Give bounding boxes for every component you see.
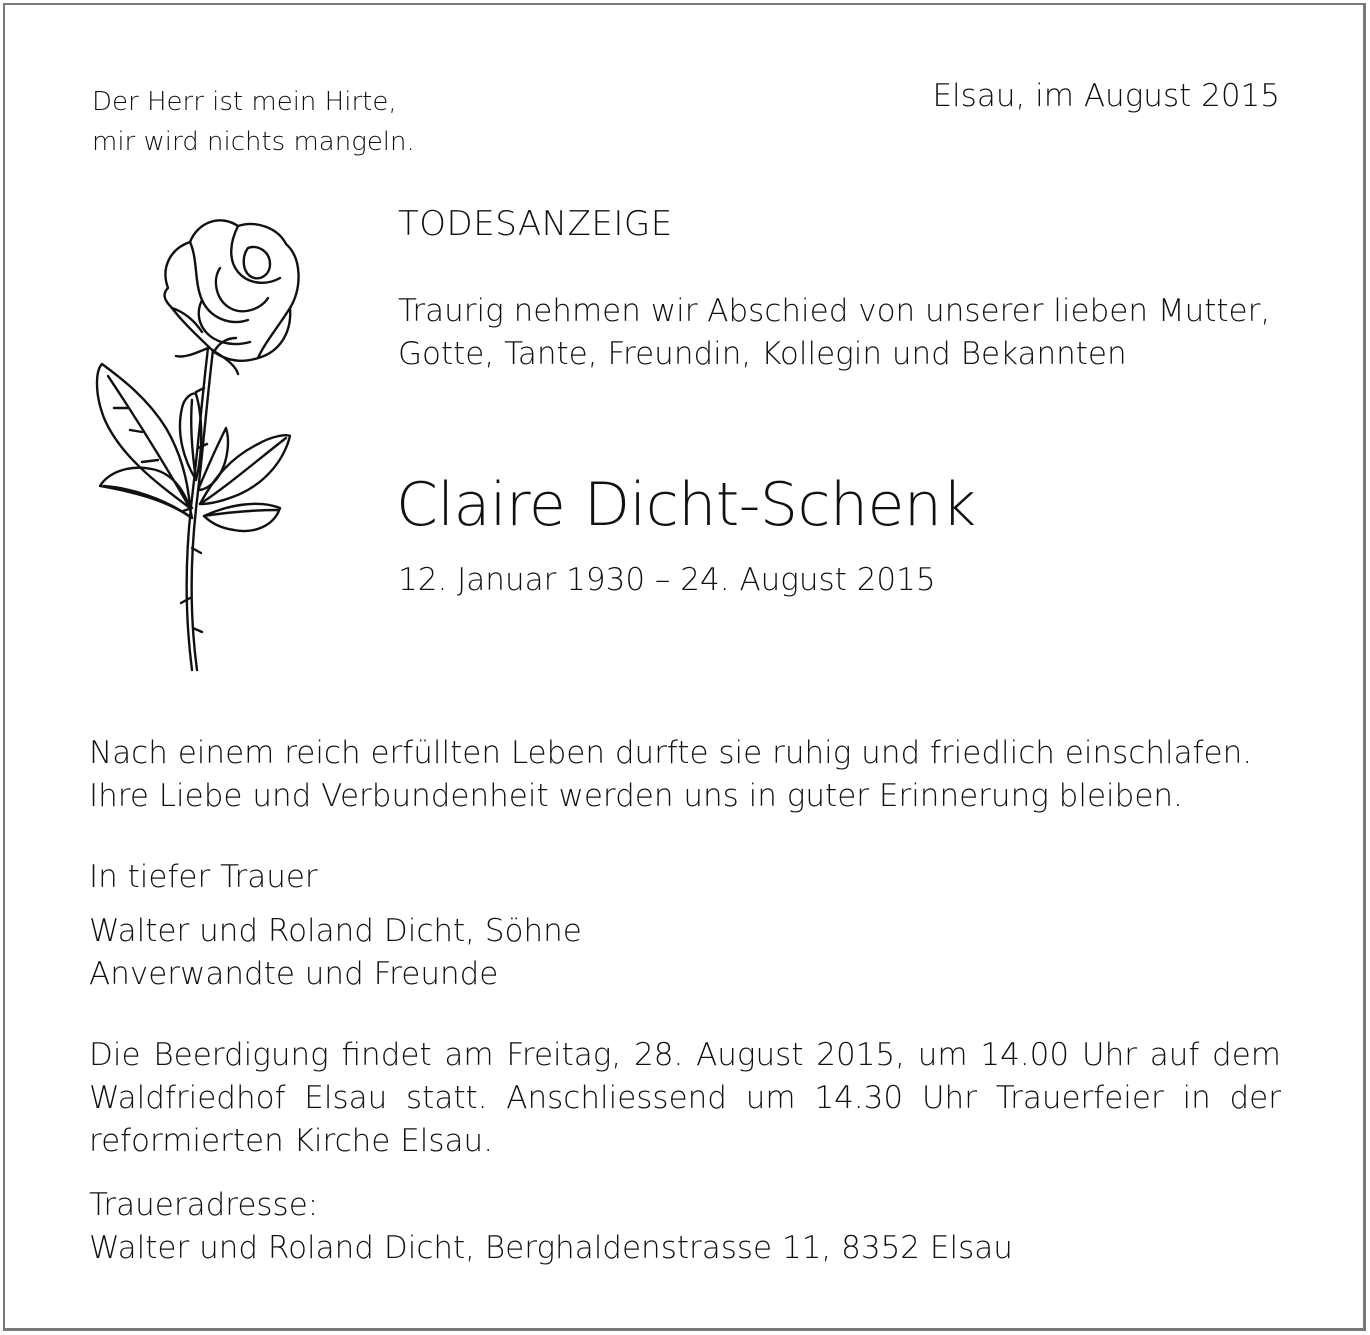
rose-icon xyxy=(80,208,320,678)
address-label: Traueradresse: xyxy=(89,1187,319,1223)
notice-intro xyxy=(398,290,1270,376)
intro-line-2: Gotte, Tante, Freundin, Kollegin und Bekannten xyxy=(398,336,1127,372)
address-text: Walter und Roland Dicht, Berghaldenstrasse 11, 8352 Elsau xyxy=(89,1230,1013,1266)
tribute-line-2: Ihre Liebe und Verbundenheit werden uns in guter Erinnerung bleiben. xyxy=(89,778,1183,814)
deceased-name: Claire Dicht-Schenk xyxy=(396,470,976,540)
mourners-line-1: Walter und Roland Dicht, Söhne xyxy=(89,913,582,949)
psalm-quote xyxy=(92,82,415,162)
psalm-line-1: Der Herr ist mein Hirte, xyxy=(92,87,397,117)
mourning-address xyxy=(89,1184,1013,1270)
psalm-line-2: mir wird nichts mangeln. xyxy=(92,127,415,157)
intro-line-1: Traurig nehmen wir Abschied von unserer lieben Mutter, xyxy=(398,293,1271,329)
tribute-line-1: Nach einem reich erfüllten Leben durfte sie ruhig und friedlich einschlafen. xyxy=(89,735,1253,771)
place-date: Elsau, im August 2015 xyxy=(932,78,1280,114)
mourners-list xyxy=(89,910,582,996)
mourning-phrase: In tiefer Trauer xyxy=(89,859,318,895)
tribute-text xyxy=(89,732,1252,818)
mourners-line-2: Anverwandte und Freunde xyxy=(89,956,499,992)
notice-heading: TODESANZEIGE xyxy=(398,204,673,244)
life-dates: 12. Januar 1930 – 24. August 2015 xyxy=(398,562,936,598)
funeral-details: Die Beerdigung findet am Freitag, 28. August 2015, um 14.00 Uhr auf dem Waldfriedhof Elsau statt. Anschliessend um 14.30 Uhr Trauerfeier in der reformierten Kirche Elsau. xyxy=(89,1037,1281,1159)
